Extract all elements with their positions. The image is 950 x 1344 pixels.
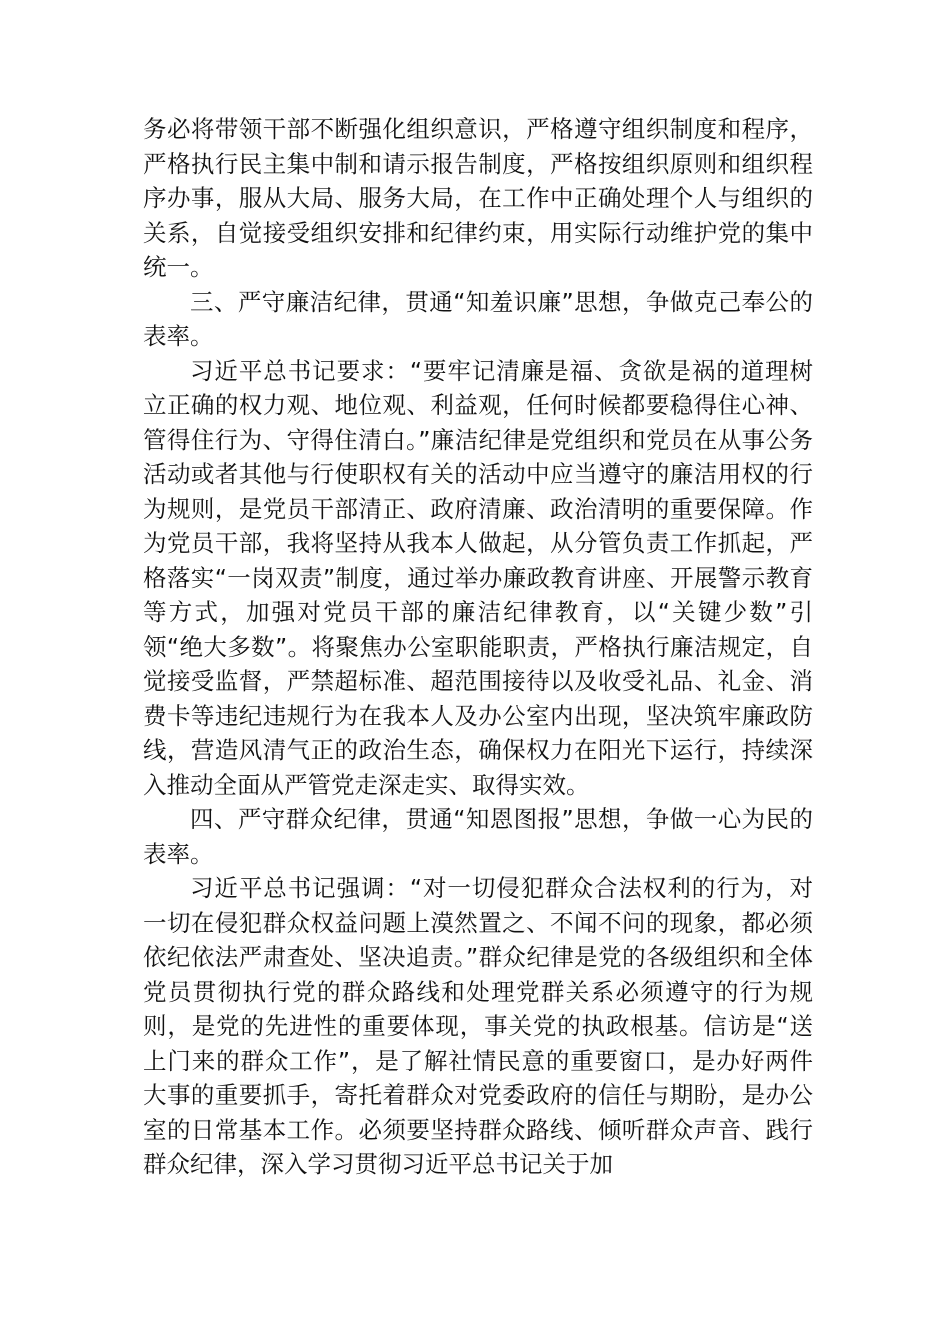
paragraph-org-discipline-continued: 务必将带领干部不断强化组织意识，严格遵守组织制度和程序，严格执行民主集中制和请示报告制度，严格按组织原则和组织程序办事，服从大局、服务大局，在工作中正确处理个人与组织的关系，自觉接受组织安排和纪律约束，用实际行动维护党的集中统一。: [143, 115, 813, 281]
document-page: [143, 112, 813, 1182]
heading-mass-discipline: 四、严守群众纪律，贯通“知恩图报”思想，争做一心为民的表率。: [143, 805, 813, 868]
paragraph-mass-discipline: 习近平总书记强调：“对一切侵犯群众合法权利的行为，对一切在侵犯群众权益问题上漠然置之、不闻不问的现象，都必须依纪依法严肃查处、坚决追责。”群众纪律是党的各级组织和全体党员贯彻执行党的群众路线和处理党群关系必须遵守的行为规则，是党的先进性的重要体现，事关党的执政根基。信访是“送上门来的群众工作”，是了解社情民意的重要窗口，是办好两件大事的重要抓手，寄托着群众对党委政府的信任与期盼，是办公室的日常基本工作。必须要坚持群众路线、倾听群众声音、践行群众纪律，深入学习贯彻习近平总书记关于加: [143, 874, 813, 1178]
heading-integrity-discipline: 三、严守廉洁纪律，贯通“知羞识廉”思想，争做克己奉公的表率。: [143, 287, 813, 350]
paragraph-integrity-discipline: 习近平总书记要求：“要牢记清廉是福、贪欲是祸的道理树立正确的权力观、地位观、利益观，任何时候都要稳得住心神、管得住行为、守得住清白。”廉洁纪律是党组织和党员在从事公务活动或者其他与行使职权有关的活动中应当遵守的廉洁用权的行为规则，是党员干部清正、政府清廉、政治清明的重要保障。作为党员干部，我将坚持从我本人做起，从分管负责工作抓起，严格落实“一岗双责”制度，通过举办廉政教育讲座、开展警示教育等方式，加强对党员干部的廉洁纪律教育，以“关键少数”引领“绝大多数”。将聚焦办公室职能职责，严格执行廉洁规定，自觉接受监督，严禁超标准、超范围接待以及收受礼品、礼金、消费卡等违纪违规行为在我本人及办公室内出现，坚决筑牢廉政防线，营造风清气正的政治生态，确保权力在阳光下运行，持续深入推动全面从严管党走深走实、取得实效。: [143, 356, 813, 799]
